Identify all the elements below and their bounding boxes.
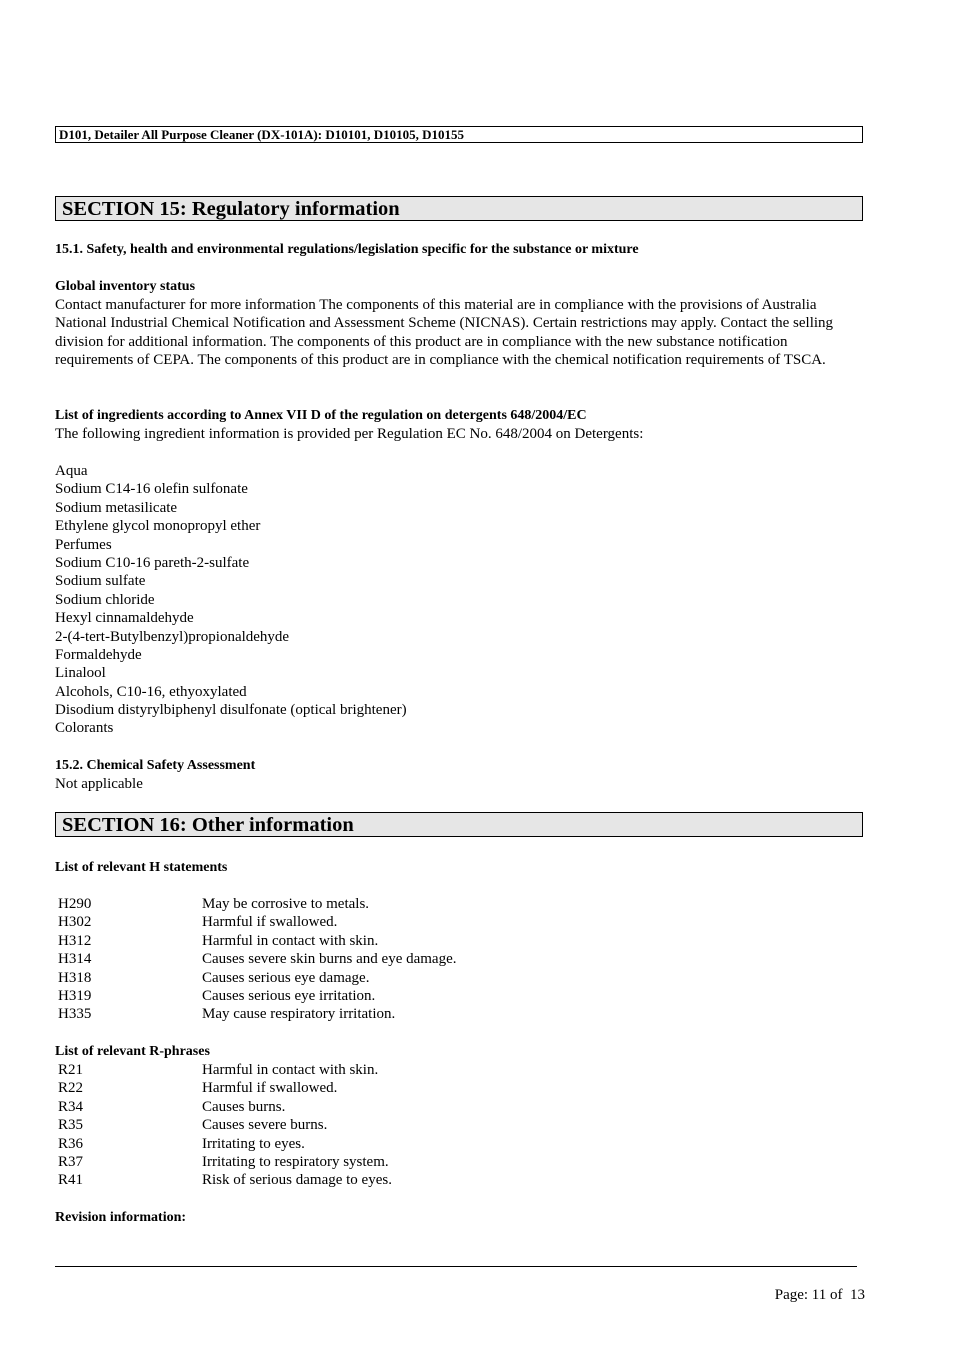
table-row bbox=[55, 1005, 755, 1023]
global-inventory-heading: Global inventory status bbox=[55, 279, 196, 294]
phrase-text: Irritating to eyes. bbox=[202, 1135, 305, 1152]
phrase-code: R34 bbox=[58, 1098, 84, 1115]
list-item: Sodium chloride bbox=[55, 591, 155, 608]
list-item: Formaldehyde bbox=[55, 646, 142, 663]
statement-text: Causes severe skin burns and eye damage. bbox=[202, 951, 457, 968]
page-number: Page: 11 of 13 bbox=[774, 1287, 865, 1303]
statement-code: H335 bbox=[58, 1006, 92, 1023]
list-item: Linalool bbox=[55, 665, 106, 682]
phrase-text: Irritating to respiratory system. bbox=[202, 1153, 389, 1170]
phrase-text: Harmful if swallowed. bbox=[202, 1080, 338, 1097]
list-item: Disodium distyrylbiphenyl disulfonate (optical brightener) bbox=[55, 702, 407, 719]
table-row bbox=[55, 969, 755, 987]
ingredients-heading: List of ingredients according to Annex VII D of the regulation on detergents 648/2004/EC bbox=[55, 408, 587, 423]
r-phrases-heading: List of relevant R-phrases bbox=[55, 1044, 210, 1059]
product-header: D101, Detailer All Purpose Cleaner (DX-101A): D10101, D10105, D10155 bbox=[55, 126, 863, 143]
statement-code: H314 bbox=[58, 951, 92, 968]
list-item: Sodium C10-16 pareth-2-sulfate bbox=[55, 554, 250, 571]
phrase-text: Harmful in contact with skin. bbox=[202, 1062, 379, 1078]
list-item: Hexyl cinnamaldehyde bbox=[55, 610, 194, 627]
table-row bbox=[55, 1171, 755, 1189]
statement-code: H290 bbox=[58, 896, 92, 912]
table-row bbox=[55, 1098, 755, 1116]
phrase-text: Causes severe burns. bbox=[202, 1117, 328, 1134]
subsection-15-2-text: Not applicable bbox=[55, 776, 143, 792]
table-row bbox=[55, 987, 755, 1005]
ingredients-intro: The following ingredient information is provided per Regulation EC No. 648/2004 on Detergents: bbox=[55, 426, 644, 442]
section-16-title: SECTION 16: Other information bbox=[55, 812, 863, 837]
table-row bbox=[55, 932, 755, 950]
subsection-15-2-heading: 15.2. Chemical Safety Assessment bbox=[55, 758, 256, 773]
footer-divider bbox=[55, 1266, 857, 1267]
statement-code: H302 bbox=[58, 914, 92, 931]
h-statements-heading: List of relevant H statements bbox=[55, 860, 228, 875]
list-item: Aqua bbox=[55, 463, 88, 479]
statement-code: H319 bbox=[58, 987, 92, 1004]
section-15-title: SECTION 15: Regulatory information bbox=[55, 196, 863, 221]
h-statements-table bbox=[55, 895, 755, 1024]
list-item: Colorants bbox=[55, 720, 114, 737]
statement-code: H312 bbox=[58, 932, 92, 949]
list-item: Ethylene glycol monopropyl ether bbox=[55, 518, 261, 535]
subsection-15-1-heading: 15.1. Safety, health and environmental regulations/legislation specific for the substance or mixture bbox=[55, 242, 639, 257]
phrase-code: R22 bbox=[58, 1080, 84, 1097]
phrase-text: Risk of serious damage to eyes. bbox=[202, 1172, 392, 1189]
list-item: Sodium C14-16 olefin sulfonate bbox=[55, 481, 248, 498]
statement-text: Harmful in contact with skin. bbox=[202, 932, 379, 949]
statement-text: Causes serious eye damage. bbox=[202, 969, 370, 986]
statement-text: May be corrosive to metals. bbox=[202, 896, 370, 912]
table-row bbox=[55, 950, 755, 968]
statement-text: Harmful if swallowed. bbox=[202, 914, 338, 931]
table-row bbox=[55, 895, 755, 913]
list-item: 2-(4-tert-Butylbenzyl)propionaldehyde bbox=[55, 628, 290, 645]
list-item: Perfumes bbox=[55, 536, 112, 553]
table-row bbox=[55, 1079, 755, 1097]
phrase-text: Causes burns. bbox=[202, 1098, 286, 1115]
table-row bbox=[55, 1116, 755, 1134]
phrase-code: R21 bbox=[58, 1062, 84, 1078]
statement-text: May cause respiratory irritation. bbox=[202, 1006, 396, 1023]
statement-text: Causes serious eye irritation. bbox=[202, 987, 376, 1004]
phrase-code: R36 bbox=[58, 1135, 84, 1152]
list-item: Sodium sulfate bbox=[55, 573, 146, 590]
statement-code: H318 bbox=[58, 969, 92, 986]
table-row bbox=[55, 1153, 755, 1171]
revision-heading: Revision information: bbox=[55, 1210, 187, 1225]
table-row bbox=[55, 913, 755, 931]
phrase-code: R37 bbox=[58, 1153, 84, 1170]
phrase-code: R35 bbox=[58, 1117, 84, 1134]
global-inventory-text: Contact manufacturer for more information The components of this material are in compliance with the provisions of Australia National Industrial Chemical Notification and Assessment Scheme (NICNAS). Certain restrictions may apply. Contact the selling division for additional information. The components of this product are in compliance with the new substance notification requirements of CEPA. The components of this product are in compliance with the chemical notification requirements of TSCA. bbox=[55, 297, 834, 369]
table-row bbox=[55, 1135, 755, 1153]
r-phrases-table bbox=[55, 1061, 755, 1190]
list-item: Sodium metasilicate bbox=[55, 499, 178, 516]
phrase-code: R41 bbox=[58, 1172, 84, 1189]
ingredients-list bbox=[55, 462, 407, 738]
table-row bbox=[55, 1061, 755, 1079]
list-item: Alcohols, C10-16, ethyoxylated bbox=[55, 683, 247, 700]
